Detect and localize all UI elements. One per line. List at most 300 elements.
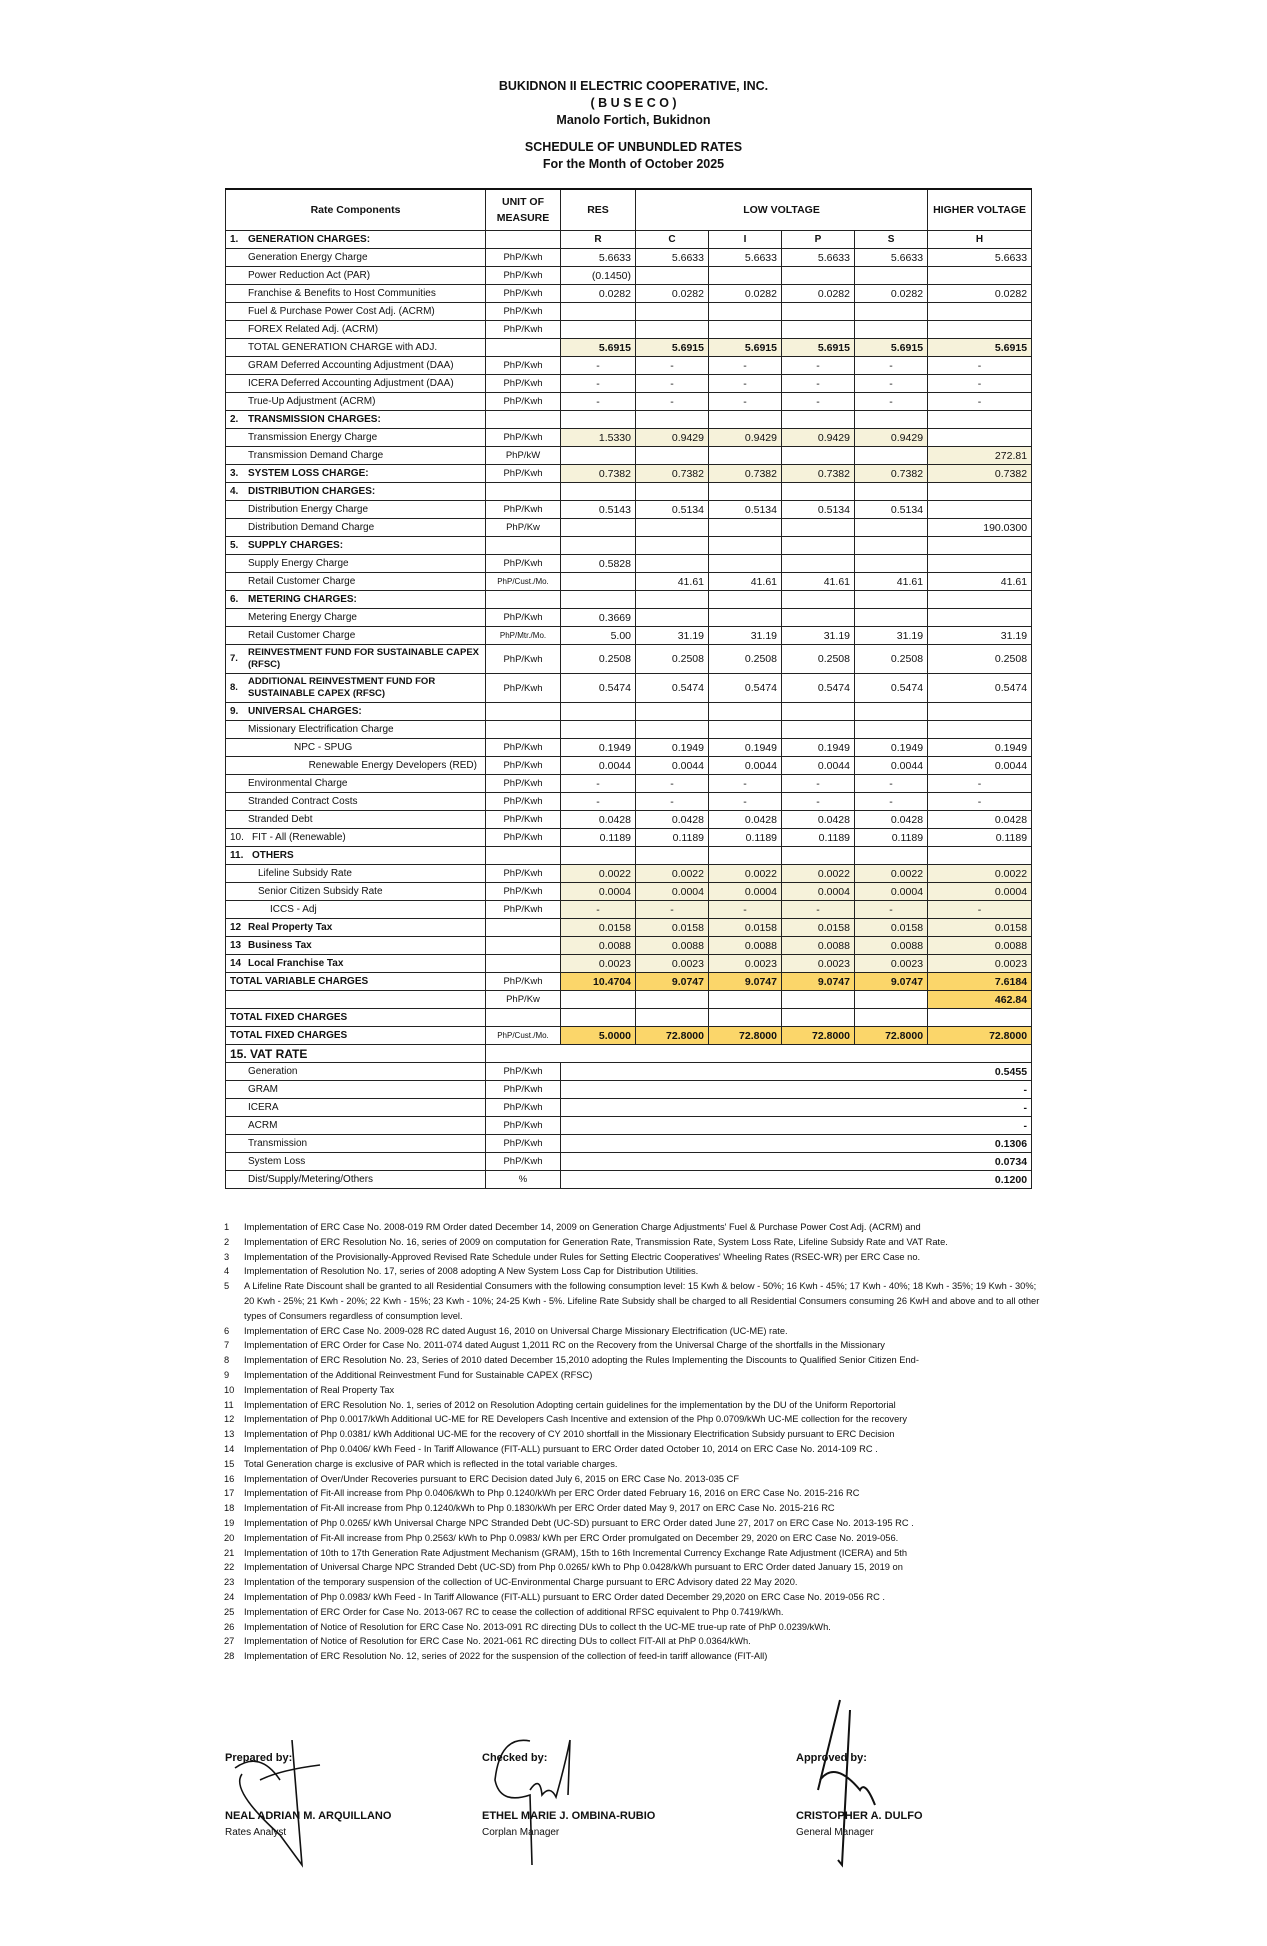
rate-value-c xyxy=(636,555,709,573)
rate-value-i: 0.0044 xyxy=(709,757,782,775)
rate-value-h: 0.2508 xyxy=(928,645,1032,674)
rate-component-label xyxy=(226,465,486,483)
rate-value-h xyxy=(928,303,1032,321)
rate-component-label xyxy=(226,674,486,703)
rate-value-h xyxy=(928,483,1032,501)
rate-value-r: 0.1189 xyxy=(561,829,636,847)
rate-value-r xyxy=(561,847,636,865)
unit-of-measure: PhP/Cust./Mo. xyxy=(486,1027,561,1045)
rate-value-c: 0.0044 xyxy=(636,757,709,775)
rate-value-p: 41.61 xyxy=(782,573,855,591)
rate-value-h xyxy=(928,591,1032,609)
rate-value-h: 0.0088 xyxy=(928,937,1032,955)
document-header xyxy=(0,78,1267,173)
footnote xyxy=(224,1338,1044,1353)
rate-value-c: 0.9429 xyxy=(636,429,709,447)
rate-component-label: Senior Citizen Subsidy Rate xyxy=(226,883,486,901)
section-label: ADDITIONAL REINVESTMENT FUND FOR SUSTAINABLE CAPEX (RFSC) xyxy=(248,676,436,699)
footnote-number: 20 xyxy=(224,1532,235,1543)
footnote-number: 10 xyxy=(224,1384,235,1395)
rate-value-c xyxy=(636,519,709,537)
table-row xyxy=(226,429,1032,447)
rate-component-label: TOTAL GENERATION CHARGE with ADJ. xyxy=(226,339,486,357)
vat-value: 0.1200 xyxy=(561,1171,1032,1189)
footnote-number: 1 xyxy=(224,1222,230,1232)
footnote-number: 22 xyxy=(224,1562,235,1573)
rate-value-r: - xyxy=(561,901,636,919)
rate-component-label xyxy=(226,645,486,674)
footnote xyxy=(224,1442,1044,1457)
rate-component-label: TOTAL VARIABLE CHARGES xyxy=(226,973,486,991)
rate-value-i: 41.61 xyxy=(709,573,782,591)
rate-component-label: Stranded Contract Costs xyxy=(226,793,486,811)
rate-value-c xyxy=(636,721,709,739)
vat-row xyxy=(226,1117,1032,1135)
footnote-text: A Lifeline Rate Discount shall be granted to all Residential Consumers with the following consumption level: 15 Kwh & below - 50%; 16 Kwh - 45%; 17 Kwh - 40%; 18 Kwh - 35%; 19 Kwh - 30%; 20 Kwh - 25%; 21 Kwh - 20%; 22 Kwh - 15%; 23 Kwh - 10%; 24-25 Kwh - 5%. Lifeline Rate Subsidy shall be charged to all Residential Consumers consuming 26 KwH and above and to all other types of Consumers regardless of consumption level. xyxy=(244,1281,1040,1321)
unit-of-measure xyxy=(486,721,561,739)
vat-unit: PhP/Kwh xyxy=(486,1081,561,1099)
footnote-text: Implementation of Php 0.0406/ kWh Feed - In Tariff Allowance (FIT-ALL) pursuant to ERC Order dated October 10, 2014 on ERC Case No. 2014-109 RC . xyxy=(244,1443,878,1454)
footnote xyxy=(224,1368,1044,1383)
rate-value-h xyxy=(928,267,1032,285)
rate-value-i: 0.0004 xyxy=(709,883,782,901)
rate-component-label xyxy=(226,411,486,429)
rate-value-p: P xyxy=(782,231,855,249)
unit-of-measure: PhP/Kw xyxy=(486,991,561,1009)
rate-value-c: 0.0004 xyxy=(636,883,709,901)
rate-value-h: 31.19 xyxy=(928,627,1032,645)
footnote-text: Implementation of Php 0.0983/ kWh Feed - In Tariff Allowance (FIT-ALL) pursuant to ERC Order dated December 29,2020 on ERC Case No. 2019-056 RC . xyxy=(244,1591,885,1602)
rate-value-i: 0.0158 xyxy=(709,919,782,937)
unit-of-measure: PhP/Kwh xyxy=(486,429,561,447)
signatory-role: Checked by: xyxy=(482,1752,548,1764)
footnote-text: Implementation of Over/Under Recoveries pursuant to ERC Decision dated July 6, 2015 on ERC Case No. 2013-035 CF xyxy=(244,1473,740,1484)
rate-value-s: 0.0428 xyxy=(855,811,928,829)
rate-value-r: 5.6633 xyxy=(561,249,636,267)
rate-value-r: 0.0044 xyxy=(561,757,636,775)
rate-value-i: 5.6633 xyxy=(709,249,782,267)
vat-unit: PhP/Kwh xyxy=(486,1099,561,1117)
rate-value-s: 0.0004 xyxy=(855,883,928,901)
footnotes xyxy=(224,1220,1044,1664)
rate-value-h xyxy=(928,1009,1032,1027)
rate-value-h xyxy=(928,555,1032,573)
rate-value-i xyxy=(709,447,782,465)
footnote-text: Implementation of Php 0.0265/ kWh Universal Charge NPC Stranded Debt (UC-SD) pursuant to ERC Order dated June 27, 2017 on ERC Case No. 2013-195 RC . xyxy=(244,1517,914,1528)
rate-component-label xyxy=(226,483,486,501)
table-row xyxy=(226,865,1032,883)
rate-value-r: 0.5143 xyxy=(561,501,636,519)
rate-component-label: Distribution Demand Charge xyxy=(226,519,486,537)
rate-value-c xyxy=(636,267,709,285)
rate-value-s: 0.1189 xyxy=(855,829,928,847)
rate-value-p: 0.9429 xyxy=(782,429,855,447)
signatory-title: Rates Analyst xyxy=(225,1827,287,1838)
footnote-number: 8 xyxy=(224,1355,230,1366)
vat-value: - xyxy=(561,1099,1032,1117)
rate-value-r xyxy=(561,573,636,591)
rate-value-r xyxy=(561,321,636,339)
footnote-number: 4 xyxy=(224,1266,230,1277)
rate-value-p xyxy=(782,483,855,501)
rate-value-s: - xyxy=(855,901,928,919)
rate-value-h: 41.61 xyxy=(928,573,1032,591)
rate-value-h: 0.0282 xyxy=(928,285,1032,303)
table-row xyxy=(226,537,1032,555)
rate-value-h: - xyxy=(928,793,1032,811)
rate-value-r xyxy=(561,1009,636,1027)
rate-value-c: - xyxy=(636,375,709,393)
unit-of-measure: PhP/Kwh xyxy=(486,393,561,411)
rate-value-r xyxy=(561,519,636,537)
section-number: 4. xyxy=(230,486,239,497)
rate-value-c xyxy=(636,537,709,555)
footnote-number: 21 xyxy=(224,1547,235,1558)
section-label: REINVESTMENT FUND FOR SUSTAINABLE CAPEX (RFSC) xyxy=(248,647,480,670)
table-row xyxy=(226,483,1032,501)
rate-value-s: 0.1949 xyxy=(855,739,928,757)
unit-of-measure: PhP/Cust./Mo. xyxy=(486,573,561,591)
vat-component-label: Dist/Supply/Metering/Others xyxy=(226,1171,486,1189)
table-row xyxy=(226,955,1032,973)
signatory-name: ETHEL MARIE J. OMBINA-RUBIO xyxy=(482,1810,656,1822)
table-header-row xyxy=(226,189,1032,231)
rate-value-c: 0.0088 xyxy=(636,937,709,955)
rate-component-label: Lifeline Subsidy Rate xyxy=(226,865,486,883)
table-row xyxy=(226,591,1032,609)
vat-unit: % xyxy=(486,1171,561,1189)
rate-value-i xyxy=(709,721,782,739)
unit-of-measure: PhP/Kwh xyxy=(486,973,561,991)
rate-value-s: - xyxy=(855,775,928,793)
footnote-text: Implementation of Resolution No. 17, series of 2008 adopting A New System Loss Cap for Distribution Utilities. xyxy=(244,1266,699,1277)
vat-value: - xyxy=(561,1117,1032,1135)
rate-component-label: Retail Customer Charge xyxy=(226,627,486,645)
rate-value-c: 0.0022 xyxy=(636,865,709,883)
footnote xyxy=(224,1575,1044,1590)
rate-component-label: Transmission Energy Charge xyxy=(226,429,486,447)
rate-value-s xyxy=(855,591,928,609)
unit-of-measure xyxy=(486,537,561,555)
rate-value-s: 41.61 xyxy=(855,573,928,591)
footnote-text: Implementation of Fit-All increase from Php 0.2563/ kWh to Php 0.0983/ kWh per ERC Order promulgated on December 29, 2020 on ERC Case No. 2019-056. xyxy=(244,1532,899,1543)
table-row xyxy=(226,609,1032,627)
rate-value-i xyxy=(709,519,782,537)
rate-value-r xyxy=(561,447,636,465)
section-number: 12 xyxy=(230,922,242,933)
rate-value-i: 31.19 xyxy=(709,627,782,645)
rate-value-c: - xyxy=(636,775,709,793)
rate-value-h: - xyxy=(928,375,1032,393)
table-row xyxy=(226,519,1032,537)
rate-value-p xyxy=(782,591,855,609)
unit-of-measure xyxy=(486,847,561,865)
vat-value: - xyxy=(561,1081,1032,1099)
vat-component-label: ACRM xyxy=(226,1117,486,1135)
header-res: RES xyxy=(561,189,636,231)
footnote-number: 23 xyxy=(224,1577,235,1588)
footnote-text: Implementation of ERC Case No. 2009-028 RC dated August 16, 2010 on Universal Charge Missionary Electrification (UC-ME) rate. xyxy=(244,1325,788,1336)
unit-of-measure: PhP/Kwh xyxy=(486,609,561,627)
rate-value-c xyxy=(636,991,709,1009)
section-label: Real Property Tax xyxy=(248,922,333,933)
rate-value-r: 0.5474 xyxy=(561,674,636,703)
rate-value-s: S xyxy=(855,231,928,249)
rate-value-p xyxy=(782,991,855,1009)
rate-component-label: ICCS - Adj xyxy=(226,901,486,919)
unit-of-measure: PhP/Kwh xyxy=(486,883,561,901)
rate-value-h: - xyxy=(928,393,1032,411)
rate-component-label: Metering Energy Charge xyxy=(226,609,486,627)
unit-of-measure: PhP/Kwh xyxy=(486,285,561,303)
rate-value-s xyxy=(855,447,928,465)
footnote-text: Implementation of ERC Resolution No. 1, series of 2012 on Resolution Adopting certain guidelines for the implementation by the DU of the Uniform Reportorial xyxy=(244,1399,896,1410)
unit-of-measure xyxy=(486,411,561,429)
unbundled-rates-table xyxy=(225,188,1032,1189)
rate-value-s: 0.0044 xyxy=(855,757,928,775)
footnote xyxy=(224,1546,1044,1561)
rate-value-h: 0.0022 xyxy=(928,865,1032,883)
unit-of-measure: PhP/Kwh xyxy=(486,829,561,847)
rate-value-i: 0.7382 xyxy=(709,465,782,483)
rate-component-label: Franchise & Benefits to Host Communities xyxy=(226,285,486,303)
vat-blank xyxy=(486,1045,1032,1063)
table-row xyxy=(226,775,1032,793)
rate-component-label: GRAM Deferred Accounting Adjustment (DAA) xyxy=(226,357,486,375)
rate-component-label: NPC - SPUG xyxy=(226,739,486,757)
rate-component-label xyxy=(226,955,486,973)
rate-value-h: - xyxy=(928,901,1032,919)
rate-value-c: 0.0428 xyxy=(636,811,709,829)
rate-value-h: 5.6633 xyxy=(928,249,1032,267)
table-row xyxy=(226,757,1032,775)
table-row xyxy=(226,465,1032,483)
rate-value-i: - xyxy=(709,357,782,375)
rate-value-i xyxy=(709,303,782,321)
rate-value-s: 9.0747 xyxy=(855,973,928,991)
rate-value-i xyxy=(709,991,782,1009)
section-number: 3. xyxy=(230,468,239,479)
footnote-text: Implementation of Notice of Resolution for ERC Case No. 2021-061 RC directing DUs to collect FIT-All at PhP 0.0364/kWh. xyxy=(244,1636,751,1647)
footnote-number: 6 xyxy=(224,1325,230,1336)
rate-value-i: 0.9429 xyxy=(709,429,782,447)
table-row xyxy=(226,411,1032,429)
rate-value-c xyxy=(636,1009,709,1027)
rate-value-c: - xyxy=(636,793,709,811)
table-row xyxy=(226,393,1032,411)
section-label: TRANSMISSION CHARGES: xyxy=(248,414,381,425)
header-unit: UNIT OF MEASURE xyxy=(486,189,561,231)
rate-value-s: 0.0158 xyxy=(855,919,928,937)
table-row xyxy=(226,339,1032,357)
rate-component-label xyxy=(226,703,486,721)
rate-value-r: 10.4704 xyxy=(561,973,636,991)
rate-value-c xyxy=(636,609,709,627)
footnote xyxy=(224,1427,1044,1442)
footnote-text: Implementation of Fit-All increase from Php 0.1240/kWh to Php 0.1830/kWh per ERC Order dated May 9, 2017 on ERC Case No. 2015-216 RC xyxy=(244,1503,835,1514)
footnote-text: Implementation of Real Property Tax xyxy=(244,1384,395,1395)
rate-component-label: Environmental Charge xyxy=(226,775,486,793)
rate-value-r: 0.0282 xyxy=(561,285,636,303)
rate-value-h: 272.81 xyxy=(928,447,1032,465)
rate-value-r: 0.3669 xyxy=(561,609,636,627)
footnote-text: Implementation of ERC Resolution No. 23, Series of 2010 dated December 15,2010 adopting the Rules Implementing the Discounts to Qualified Senior Citizen End- xyxy=(244,1355,919,1366)
rate-value-r: 0.0088 xyxy=(561,937,636,955)
footnote xyxy=(224,1634,1044,1649)
document-period: For the Month of October 2025 xyxy=(542,157,725,171)
table-row xyxy=(226,249,1032,267)
section-label: SUPPLY CHARGES: xyxy=(248,540,344,551)
footnote xyxy=(224,1264,1044,1279)
rate-value-r xyxy=(561,303,636,321)
vat-unit: PhP/Kwh xyxy=(486,1117,561,1135)
footnote xyxy=(224,1590,1044,1605)
rate-value-i xyxy=(709,483,782,501)
table-row xyxy=(226,573,1032,591)
vat-row xyxy=(226,1171,1032,1189)
rate-value-r xyxy=(561,411,636,429)
rate-value-i: 0.0428 xyxy=(709,811,782,829)
rate-value-i xyxy=(709,411,782,429)
rate-value-i: 0.5474 xyxy=(709,674,782,703)
rate-value-s xyxy=(855,991,928,1009)
rate-value-s: 0.5474 xyxy=(855,674,928,703)
company-location: Manolo Fortich, Bukidnon xyxy=(556,113,711,127)
rate-value-p xyxy=(782,721,855,739)
rate-component-label: Generation Energy Charge xyxy=(226,249,486,267)
vat-unit: PhP/Kwh xyxy=(486,1135,561,1153)
footnote xyxy=(224,1279,1044,1323)
rate-value-c xyxy=(636,847,709,865)
section-label: OTHERS xyxy=(252,850,294,861)
rate-value-p: 0.7382 xyxy=(782,465,855,483)
vat-row xyxy=(226,1081,1032,1099)
rate-value-c: 72.8000 xyxy=(636,1027,709,1045)
rate-value-r: 0.5828 xyxy=(561,555,636,573)
rate-value-h xyxy=(928,501,1032,519)
rate-value-p: 0.0044 xyxy=(782,757,855,775)
footnote xyxy=(224,1220,1044,1235)
footnote-number: 2 xyxy=(224,1236,230,1247)
rate-value-p: - xyxy=(782,375,855,393)
rate-value-p xyxy=(782,609,855,627)
footnote xyxy=(224,1516,1044,1531)
rate-value-r: 0.0158 xyxy=(561,919,636,937)
unit-of-measure: PhP/Kwh xyxy=(486,775,561,793)
rate-value-h xyxy=(928,703,1032,721)
rate-value-c: 0.5474 xyxy=(636,674,709,703)
footnote-number: 18 xyxy=(224,1503,235,1514)
vat-row xyxy=(226,1063,1032,1081)
rate-value-i: - xyxy=(709,901,782,919)
rate-value-s: 0.0023 xyxy=(855,955,928,973)
table-row xyxy=(226,321,1032,339)
unit-of-measure: PhP/Kwh xyxy=(486,757,561,775)
rate-value-s xyxy=(855,519,928,537)
unit-of-measure xyxy=(486,483,561,501)
unit-of-measure: PhP/Kwh xyxy=(486,811,561,829)
footnote-number: 16 xyxy=(224,1473,235,1484)
footnote-number: 15 xyxy=(224,1458,235,1469)
rate-value-i: 0.0022 xyxy=(709,865,782,883)
table-row xyxy=(226,739,1032,757)
rate-value-c: 0.1949 xyxy=(636,739,709,757)
footnote-text: Implementation of the Provisionally-Approved Revised Rate Schedule under Rules for Setting Electric Cooperatives' Wheeling Rates (RSEC-WR) per ERC Case no. xyxy=(244,1251,921,1262)
rate-value-r xyxy=(561,703,636,721)
section-number: 10. xyxy=(230,832,244,843)
rate-value-p: - xyxy=(782,775,855,793)
rate-component-label: Retail Customer Charge xyxy=(226,573,486,591)
rate-value-h xyxy=(928,429,1032,447)
rate-component-label xyxy=(226,991,486,1009)
section-number: 1. xyxy=(230,234,239,245)
rate-value-r: 5.0000 xyxy=(561,1027,636,1045)
vat-component-label: GRAM xyxy=(226,1081,486,1099)
footnote-text: Implementation of ERC Resolution No. 16, series of 2009 on computation for Generation Rate, Transmission Rate, System Loss Rate, Lifeline Subsidy Rate and VAT Rate. xyxy=(244,1236,948,1247)
rate-value-i xyxy=(709,609,782,627)
rate-value-i xyxy=(709,555,782,573)
unit-of-measure: PhP/Kwh xyxy=(486,901,561,919)
document-title: SCHEDULE OF UNBUNDLED RATES xyxy=(524,140,743,154)
rate-value-p: 0.2508 xyxy=(782,645,855,674)
rate-value-p: 31.19 xyxy=(782,627,855,645)
rate-value-s: 0.5134 xyxy=(855,501,928,519)
rate-value-p xyxy=(782,555,855,573)
rate-value-s: 0.0022 xyxy=(855,865,928,883)
unit-of-measure: PhP/Kwh xyxy=(486,865,561,883)
rate-value-c: - xyxy=(636,357,709,375)
table-row xyxy=(226,883,1032,901)
vat-component-label: ICERA xyxy=(226,1099,486,1117)
rate-value-i: - xyxy=(709,775,782,793)
rate-value-p: 0.0004 xyxy=(782,883,855,901)
rate-component-label: Stranded Debt xyxy=(226,811,486,829)
vat-value: 0.0734 xyxy=(561,1153,1032,1171)
rate-value-p: 0.1949 xyxy=(782,739,855,757)
rate-value-r xyxy=(561,721,636,739)
rate-value-i xyxy=(709,847,782,865)
rate-value-s xyxy=(855,321,928,339)
vat-value: 0.1306 xyxy=(561,1135,1032,1153)
footnote xyxy=(224,1412,1044,1427)
rate-component-label: ICERA Deferred Accounting Adjustment (DAA) xyxy=(226,375,486,393)
footnote xyxy=(224,1235,1044,1250)
unit-of-measure: PhP/Kwh xyxy=(486,793,561,811)
rate-value-s: 0.9429 xyxy=(855,429,928,447)
rate-value-h: 0.1189 xyxy=(928,829,1032,847)
rate-value-h: H xyxy=(928,231,1032,249)
rate-value-s xyxy=(855,609,928,627)
rate-value-c xyxy=(636,703,709,721)
header-rate-components: Rate Components xyxy=(226,189,486,231)
rate-value-s: - xyxy=(855,375,928,393)
footnote-text: Total Generation charge is exclusive of PAR which is reflected in the total variable charges. xyxy=(244,1458,618,1469)
vat-row xyxy=(226,1153,1032,1171)
footnote-text: Implementation of Php 0.0017/kWh Additional UC-ME for RE Developers Cash Incentive and extension of the Php 0.0709/kWh UC-ME collection for the recovery xyxy=(244,1414,907,1425)
section-label: SYSTEM LOSS CHARGE: xyxy=(248,468,369,479)
rate-value-s xyxy=(855,721,928,739)
signatory-name: NEAL ADRIAN M. ARQUILLANO xyxy=(225,1810,392,1822)
rate-component-label: TOTAL FIXED CHARGES xyxy=(226,1027,486,1045)
section-number: 7. xyxy=(230,653,238,664)
rate-value-p: 0.5134 xyxy=(782,501,855,519)
rate-value-p: - xyxy=(782,793,855,811)
rate-component-label: Missionary Electrification Charge xyxy=(226,721,486,739)
rate-value-r: - xyxy=(561,775,636,793)
footnote-number: 27 xyxy=(224,1636,235,1647)
rate-value-r: 0.2508 xyxy=(561,645,636,674)
rate-value-i: 0.0023 xyxy=(709,955,782,973)
